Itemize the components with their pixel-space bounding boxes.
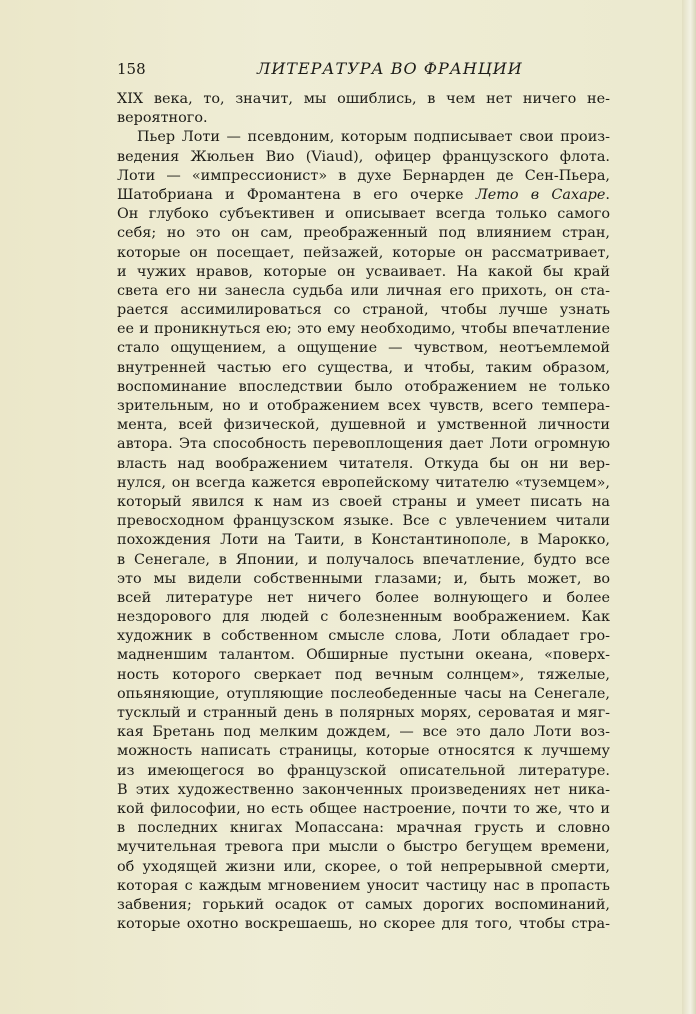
text-line: можность написать страницы, которые относятся к лучшему [117,743,610,760]
text-line: опьяняющие, отупляющие послеобеденные часы на Сенегале, [117,685,610,702]
work-title: Лето в Сахаре [475,186,606,203]
text-line: ее и проникнуться ею; это ему необходимо, чтобы впечатление [117,321,610,338]
text-line: кой философии, но есть общее настроение, почти то же, что и [117,800,610,817]
page-header [117,58,602,82]
text-line: рается ассимилироваться со страной, чтобы лучше узнать [117,302,610,319]
body-text [117,90,610,934]
text-line: из имеющегося во французской описательной литературе. [117,762,610,779]
text-line: которые охотно воскрешаешь, но скорее для того, чтобы стра- [117,916,610,933]
text-line: XIX века, то, значит, мы ошиблись, в чем нет ничего не- [117,91,610,107]
text-line: мучительная тревога при мысли о быстро бегущем времени, [117,839,610,856]
text-line: Пьер Лоти — псевдоним, которым подписывает свои произ- [137,129,610,146]
text-line: Лоти — «импрессионист» в духе Бернарден де Сен-Пьера, [117,167,610,184]
text-line: стало ощущением, а ощущение — чувством, неотъемлемой [117,340,610,357]
text-line: который явился к нам из своей страны и умеет писать на [117,493,610,510]
text-line: внутренней частью его существа, и чтобы, таким образом, [117,359,610,376]
text-line: это мы видели собственными глазами; и, быть может, во [117,570,610,587]
text-line: художник в собственном смысле слова, Лоти обладает гро- [117,628,610,645]
page-number: 158 [117,60,146,78]
text-line: Он глубоко субъективен и описывает всегда только самого [117,206,610,223]
text-line: и чужих нравов, которые он усваивает. На какой бы край [117,263,610,280]
text-line: автора. Эта способность перевоплощения дает Лоти огромную [117,436,610,453]
text-line: мадненшим талантом. Обширные пустыни океана, «поверх- [117,647,610,664]
text-line: ность которого сверкает под вечным солнцем», тяжелые, [117,666,610,683]
text-line: вероятного. [117,110,208,127]
text-line: мента, всей физической, душевной и умственной личности [117,417,610,434]
text-line: которые он посещает, пейзажей, которые он рассматривает, [117,244,610,261]
text-line: ведения Жюльен Вио (Viaud), офицер французского флота. [117,148,610,165]
text-line: кая Бретань под мелким дождем, — все это дало Лоти воз- [117,724,610,741]
text-line: которая с каждым мгновением уносит частицу нас в пропасть [117,877,610,894]
text-line: всей литературе нет ничего более волнующего и более [117,589,610,606]
running-title: ЛИТЕРАТУРА ВО ФРАНЦИИ [257,59,523,78]
page-edge [682,0,696,1014]
text-line: Шатобриана и Фромантена в его очерке Лето в Сахаре. [117,186,610,203]
text-line: в Сенегале, в Японии, и получалось впечатление, будто все [117,551,610,568]
text-line: нездорового для людей с болезненным воображением. Как [117,609,610,626]
text-line: В этих художественно законченных произведениях нет ника- [117,781,610,798]
text-line: похождения Лоти на Таити, в Константинополе, в Марокко, [117,532,610,549]
text-line: тусклый и странный день в полярных морях, сероватая и мяг- [117,705,610,721]
text-line: воспоминание впоследствии было отображением не только [117,378,610,395]
text-line: себя; но это он сам, преображенный под влиянием стран, [117,225,610,242]
text-line: зрительным, но и отображением всех чувств, всего темпера- [117,398,610,414]
text-line: забвения; горький осадок от самых дорогих воспоминаний, [117,896,610,913]
text-line: света его ни занесла судьба или личная его прихоть, он ста- [117,282,610,299]
text-line: об уходящей жизни или, скорее, о той непрерывной смерти, [117,858,610,875]
text-line: в последних книгах Мопассана: мрачная грусть и словно [117,820,610,837]
text-line: власть над воображением читателя. Откуда бы он ни вер- [117,455,610,472]
text-line: превосходном французском языке. Все с увлечением читали [117,513,610,530]
text-line: нулся, он всегда кажется европейскому читателю «туземцем», [117,474,610,491]
